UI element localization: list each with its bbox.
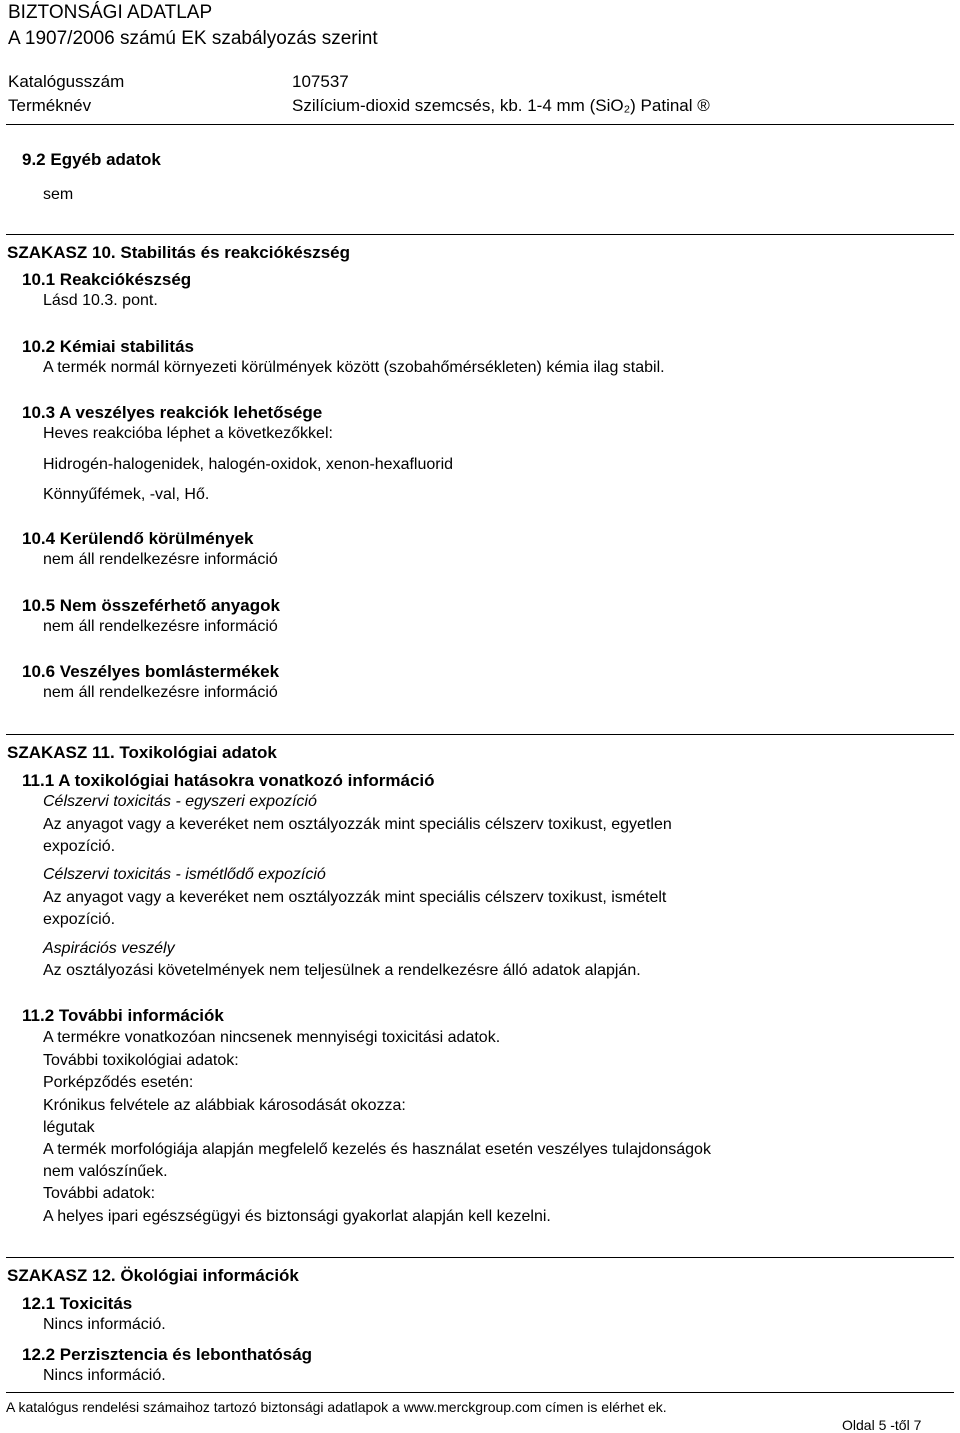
catalog-label: Katalógusszám — [8, 72, 125, 91]
section-11-divider — [6, 734, 954, 735]
document-title: BIZTONSÁGI ADATLAP — [8, 2, 213, 23]
section-10-divider — [6, 234, 954, 235]
section-12-2-heading: 12.2 Perzisztencia és lebonthatóság — [22, 1345, 313, 1364]
section-10-heading: SZAKASZ 10. Stabilitás és reakciókészség — [7, 243, 350, 262]
section-9-2-text: sem — [43, 186, 74, 203]
section-10-6-text: nem áll rendelkezésre információ — [43, 684, 278, 701]
section-11-2-line: Porképződés esetén: — [43, 1074, 194, 1091]
section-10-2-text: A termék normál környezeti körülmények között (szobahőmérsékleten) kémia ilag stabil. — [43, 359, 665, 376]
section-12-2-text: Nincs információ. — [43, 1367, 166, 1384]
document-subtitle: A 1907/2006 számú EK szabályozás szerint — [8, 28, 378, 49]
section-12-1-heading: 12.1 Toxicitás — [22, 1294, 133, 1313]
section-11-2-line: További adatok: — [43, 1185, 156, 1202]
section-11-2-line: Krónikus felvétele az alábbiak károsodását okozza: — [43, 1097, 406, 1114]
section-10-4-heading: 10.4 Kerülendő körülmények — [22, 529, 254, 548]
page-number: Oldal 5 -től 7 — [842, 1417, 922, 1433]
product-label: Terméknév — [8, 96, 92, 115]
section-11-2-line: A termék morfológiája alapján megfelelő kezelés és használat esetén veszélyes tulajdonságok — [43, 1141, 711, 1158]
footer-note: A katalógus rendelési számaihoz tartozó biztonsági adatlapok a www.merckgroup.com címen is elérhet ek. — [6, 1399, 667, 1415]
section-10-3-heading: 10.3 A veszélyes reakciók lehetősége — [22, 403, 323, 422]
section-11-2-line: A termékre vonatkozóan nincsenek mennyiségi toxicitási adatok. — [43, 1029, 501, 1046]
section-11-1-sub-2: Célszervi toxicitás - ismétlődő expozíció — [43, 866, 326, 883]
header-divider — [6, 124, 954, 125]
section-12-heading: SZAKASZ 12. Ökológiai információk — [7, 1266, 299, 1285]
section-11-heading: SZAKASZ 11. Toxikológiai adatok — [7, 743, 277, 762]
section-11-1-heading: 11.1 A toxikológiai hatásokra vonatkozó információ — [22, 771, 435, 790]
section-11-2-line: A helyes ipari egészségügyi és biztonsági gyakorlat alapján kell kezelni. — [43, 1208, 551, 1225]
section-11-1-sub-2-text-a: Az anyagot vagy a keveréket nem osztályozzák mint speciális célszerv toxikust, ismételt — [43, 889, 667, 906]
product-value: Szilícium-dioxid szemcsés, kb. 1-4 mm (SiO₂) Patinal ® — [292, 96, 710, 115]
section-9-2-heading: 9.2 Egyéb adatok — [22, 150, 161, 169]
section-10-1-text: Lásd 10.3. pont. — [43, 292, 158, 309]
section-12-1-text: Nincs információ. — [43, 1316, 166, 1333]
section-10-5-text: nem áll rendelkezésre információ — [43, 618, 278, 635]
section-11-1-sub-2-text-b: expozíció. — [43, 911, 116, 928]
section-10-3-line-1: Heves reakcióba léphet a következőkkel: — [43, 425, 333, 442]
section-10-2-heading: 10.2 Kémiai stabilitás — [22, 337, 194, 356]
section-10-3-line-3: Könnyűfémek, -val, Hő. — [43, 486, 210, 503]
section-11-2-line: nem valószínűek. — [43, 1163, 168, 1180]
section-11-1-sub-3: Aspirációs veszély — [43, 940, 175, 957]
catalog-value: 107537 — [292, 72, 349, 91]
section-10-4-text: nem áll rendelkezésre információ — [43, 551, 278, 568]
section-10-5-heading: 10.5 Nem összeférhető anyagok — [22, 596, 280, 615]
section-11-1-sub-3-text: Az osztályozási követelmények nem teljesülnek a rendelkezésre álló adatok alapján. — [43, 962, 641, 979]
section-11-1-sub-1: Célszervi toxicitás - egyszeri expozíció — [43, 793, 317, 810]
section-10-6-heading: 10.6 Veszélyes bomlástermékek — [22, 662, 280, 681]
section-11-2-heading: 11.2 További információk — [22, 1006, 224, 1025]
section-12-divider — [6, 1257, 954, 1258]
section-11-2-line: További toxikológiai adatok: — [43, 1052, 239, 1069]
section-10-1-heading: 10.1 Reakciókészség — [22, 270, 192, 289]
footer-divider — [6, 1392, 954, 1393]
section-11-1-sub-1-text-a: Az anyagot vagy a keveréket nem osztályozzák mint speciális célszerv toxikust, egyetlen — [43, 816, 672, 833]
section-11-1-sub-1-text-b: expozíció. — [43, 838, 116, 855]
section-11-2-line: légutak — [43, 1119, 95, 1136]
section-10-3-line-2: Hidrogén-halogenidek, halogén-oxidok, xenon-hexafluorid — [43, 456, 454, 473]
